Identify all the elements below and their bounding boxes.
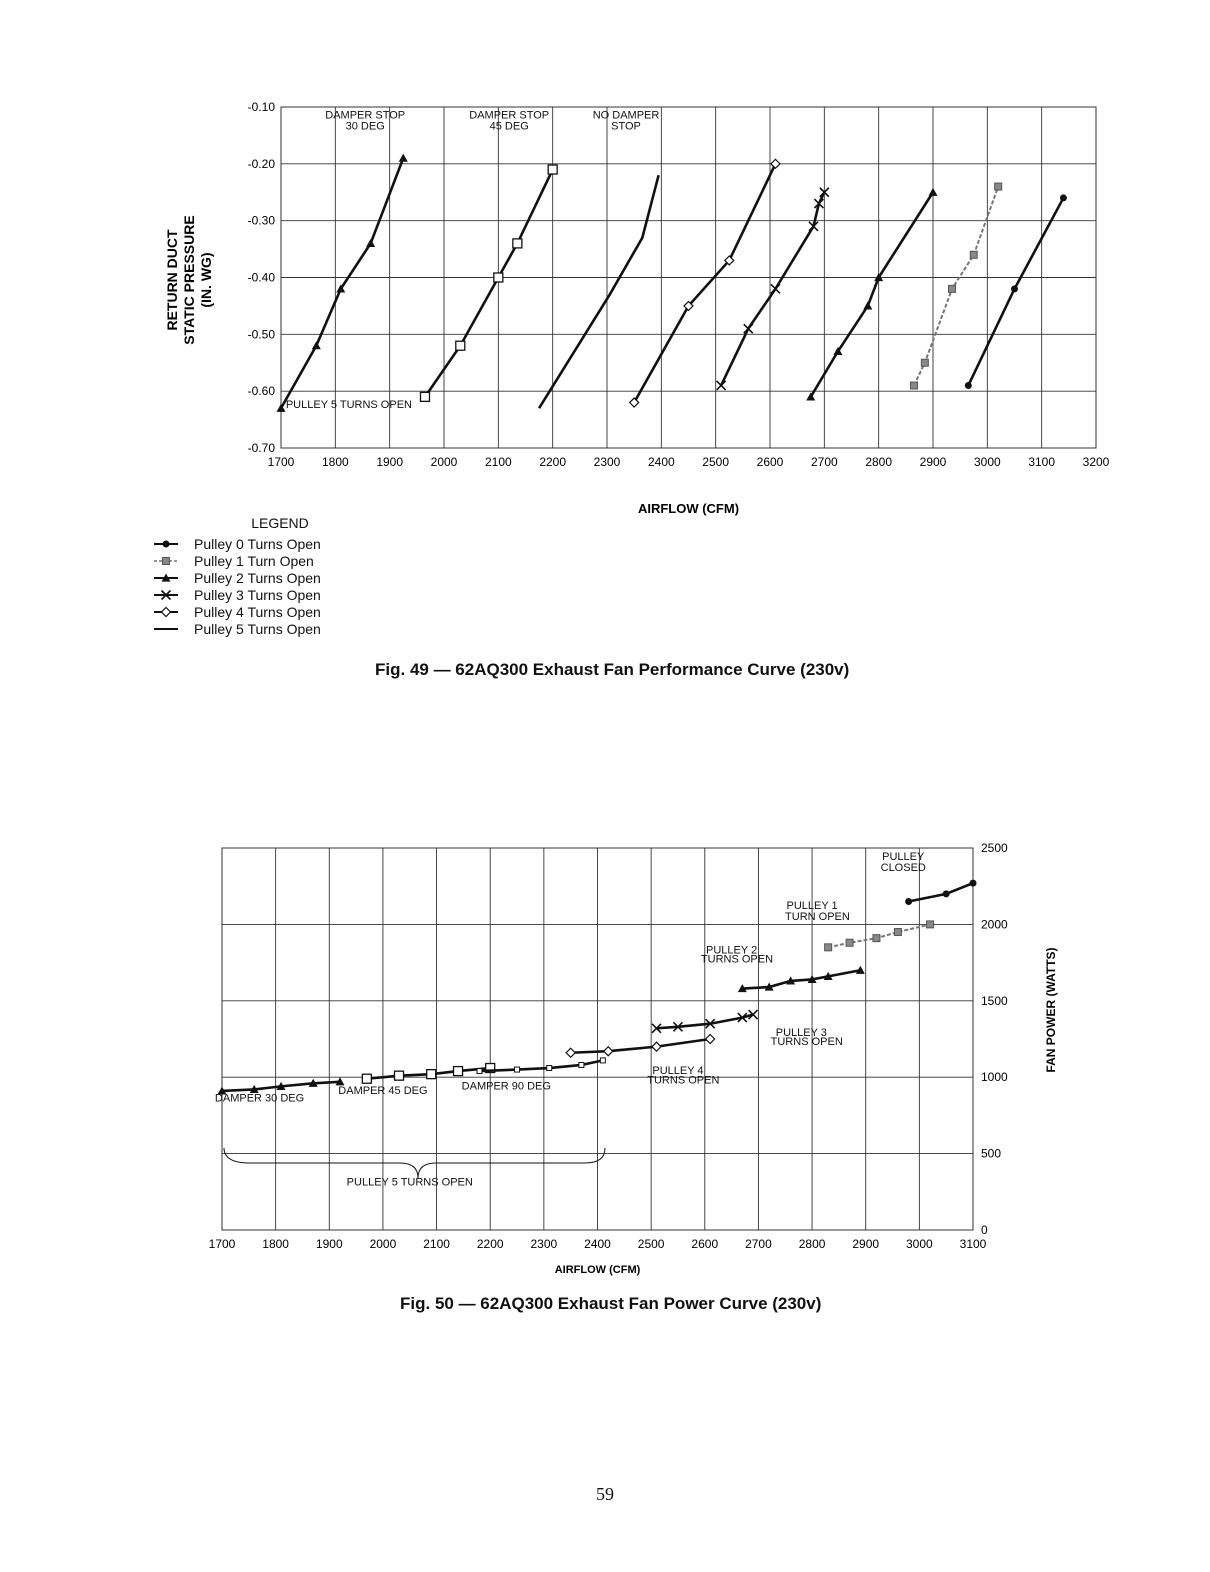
y-axis-label: STATIC PRESSURE xyxy=(181,215,197,345)
data-point xyxy=(566,1048,575,1057)
x-tick-label: 1800 xyxy=(321,455,349,469)
y-tick-label: -0.70 xyxy=(247,441,275,455)
series-line xyxy=(909,883,973,901)
x-tick-label: 2200 xyxy=(476,1237,504,1251)
series-pulley-1-turn-open xyxy=(825,921,934,951)
data-point xyxy=(454,1067,463,1076)
annotation-label: DAMPER STOP xyxy=(325,109,406,122)
annotation-label: DAMPER STOP xyxy=(469,109,550,122)
y-tick-label: -0.40 xyxy=(247,270,275,285)
data-point xyxy=(927,921,934,928)
annotation-label: STOP xyxy=(611,120,641,133)
data-point xyxy=(604,1047,613,1056)
annotation-label: PULLEY 1 xyxy=(786,900,838,913)
data-point xyxy=(427,1070,436,1079)
x-axis-label: AIRFLOW (CFM) xyxy=(637,501,740,516)
legend-item xyxy=(150,620,370,637)
legend-swatch xyxy=(150,620,194,637)
y-tick-label: -0.20 xyxy=(247,156,275,171)
x-tick-label: 1900 xyxy=(315,1237,343,1251)
x-tick-label: 1700 xyxy=(208,1237,236,1251)
annotation-label: DAMPER 90 DEG xyxy=(461,1080,551,1093)
x-tick-label: 2900 xyxy=(852,1237,880,1251)
annotation-label: DAMPER 45 DEG xyxy=(338,1085,428,1098)
annotation-label: PULLEY 5 TURNS OPEN xyxy=(346,1176,473,1189)
fig50-caption: Fig. 50 — 62AQ300 Exhaust Fan Power Curve (230v) xyxy=(400,1294,822,1313)
data-point xyxy=(825,944,832,951)
legend-label: Pulley 2 Turns Open xyxy=(194,569,321,586)
x-tick-label: 2700 xyxy=(745,1237,772,1251)
x-tick-label: 2100 xyxy=(484,455,512,469)
legend-marker xyxy=(162,608,171,617)
data-point xyxy=(846,939,853,946)
x-axis-label: AIRFLOW (CFM) xyxy=(554,1264,641,1276)
annotation-label: TURNS OPEN xyxy=(647,1074,720,1087)
data-point xyxy=(362,1074,371,1083)
y-tick-label: -0.60 xyxy=(247,384,275,399)
legend-swatch xyxy=(150,603,194,620)
annotation-label: PULLEY 2 xyxy=(706,944,758,957)
legend-label: Pulley 0 Turns Open xyxy=(194,535,321,552)
annotation-label: TURNS OPEN xyxy=(700,953,774,966)
series-damper-90-deg xyxy=(477,1058,605,1074)
data-point xyxy=(579,1062,584,1067)
x-tick-label: 1900 xyxy=(376,455,404,469)
y-tick-label: -0.10 xyxy=(247,100,275,114)
y-tick-label: 1500 xyxy=(981,993,1008,1008)
legend-item xyxy=(150,586,370,603)
y-tick-label: 0 xyxy=(981,1223,988,1237)
data-point xyxy=(970,880,977,887)
y-axis-label: RETURN DUCT xyxy=(164,229,180,331)
legend xyxy=(150,515,370,637)
data-point xyxy=(894,929,901,936)
legend-swatch xyxy=(150,535,194,552)
x-tick-label: 3200 xyxy=(1082,455,1110,469)
series-line xyxy=(571,1039,710,1053)
y-axis-label: (IN. WG) xyxy=(198,252,214,308)
x-tick-label: 2700 xyxy=(810,455,838,469)
x-tick-label: 2600 xyxy=(756,455,784,469)
series-pulley-4-turns-open xyxy=(566,1035,714,1058)
x-tick-label: 1800 xyxy=(262,1237,289,1251)
page-number: 59 xyxy=(596,1484,614,1504)
series-pulley-2-turns-open xyxy=(738,966,865,992)
y-tick-label: 2500 xyxy=(981,841,1008,855)
data-point xyxy=(395,1071,404,1080)
legend-swatch xyxy=(150,569,194,586)
y-tick-label: 2000 xyxy=(981,917,1008,932)
legend-swatch xyxy=(150,552,194,569)
x-tick-label: 2500 xyxy=(702,455,730,469)
data-point xyxy=(873,935,880,942)
x-tick-label: 2600 xyxy=(691,1237,719,1251)
annotation-label: NO DAMPER xyxy=(592,109,660,122)
legend-title: LEGEND xyxy=(251,515,309,531)
fig49-caption: Fig. 49 — 62AQ300 Exhaust Fan Performance Curve (230v) xyxy=(375,660,850,679)
legend-label: Pulley 3 Turns Open xyxy=(194,586,321,603)
x-tick-label: 2300 xyxy=(593,455,621,469)
legend-item xyxy=(150,603,370,620)
legend-item xyxy=(150,552,370,569)
x-tick-label: 2400 xyxy=(584,1237,611,1251)
legend-label: Pulley 5 Turns Open xyxy=(194,620,321,637)
data-point xyxy=(515,1067,520,1072)
annotation-label: TURNS OPEN xyxy=(770,1036,843,1049)
pulley-5-brace xyxy=(224,1148,605,1178)
legend-label: Pulley 1 Turn Open xyxy=(194,552,314,569)
data-point xyxy=(477,1069,482,1074)
annotation-label: PULLEY xyxy=(882,851,925,864)
x-tick-label: 3100 xyxy=(959,1237,987,1251)
x-tick-label: 2400 xyxy=(647,455,675,469)
x-tick-label: 2800 xyxy=(865,455,893,469)
data-point xyxy=(943,890,950,897)
y-tick-label: 500 xyxy=(981,1146,1002,1161)
y-axis-label: FAN POWER (WATTS) xyxy=(1044,947,1058,1073)
data-point xyxy=(547,1066,552,1071)
legend-item xyxy=(150,535,370,552)
x-tick-label: 2800 xyxy=(798,1237,826,1251)
annotation-label: CLOSED xyxy=(880,861,926,874)
x-tick-label: 2300 xyxy=(530,1237,558,1251)
x-tick-label: 2900 xyxy=(919,455,947,469)
data-point xyxy=(905,898,912,905)
legend-marker xyxy=(163,541,170,548)
annotation-label: PULLEY 4 xyxy=(652,1065,704,1078)
series-line xyxy=(742,970,860,988)
x-tick-label: 2000 xyxy=(430,455,458,469)
legend-item xyxy=(150,569,370,586)
y-tick-label: -0.30 xyxy=(247,213,275,228)
x-tick-label: 2500 xyxy=(637,1237,665,1251)
x-tick-label: 3000 xyxy=(906,1237,933,1251)
legend-marker xyxy=(163,558,170,565)
y-tick-label: -0.50 xyxy=(247,327,275,342)
y-tick-label: 1000 xyxy=(981,1070,1008,1085)
legend-label: Pulley 4 Turns Open xyxy=(194,603,321,620)
x-tick-label: 2200 xyxy=(539,455,567,469)
x-tick-label: 3000 xyxy=(973,455,1001,469)
annotation-label: TURN OPEN xyxy=(785,910,850,923)
annotation-label: DAMPER 30 DEG xyxy=(214,1092,305,1105)
data-point xyxy=(706,1035,715,1044)
data-point xyxy=(600,1058,605,1063)
annotation-label: 45 DEG xyxy=(489,120,529,133)
annotation-label: PULLEY 5 TURNS OPEN xyxy=(285,399,412,412)
x-tick-label: 3100 xyxy=(1028,455,1056,469)
legend-swatch xyxy=(150,586,194,603)
x-tick-label: 2000 xyxy=(369,1237,397,1251)
annotation-label: 30 DEG xyxy=(345,120,385,133)
x-tick-label: 2100 xyxy=(423,1237,450,1251)
series-pulley-closed xyxy=(905,880,976,905)
annotation-label: PULLEY 3 xyxy=(775,1026,827,1039)
x-tick-label: 1700 xyxy=(267,455,295,469)
data-point xyxy=(652,1042,661,1051)
